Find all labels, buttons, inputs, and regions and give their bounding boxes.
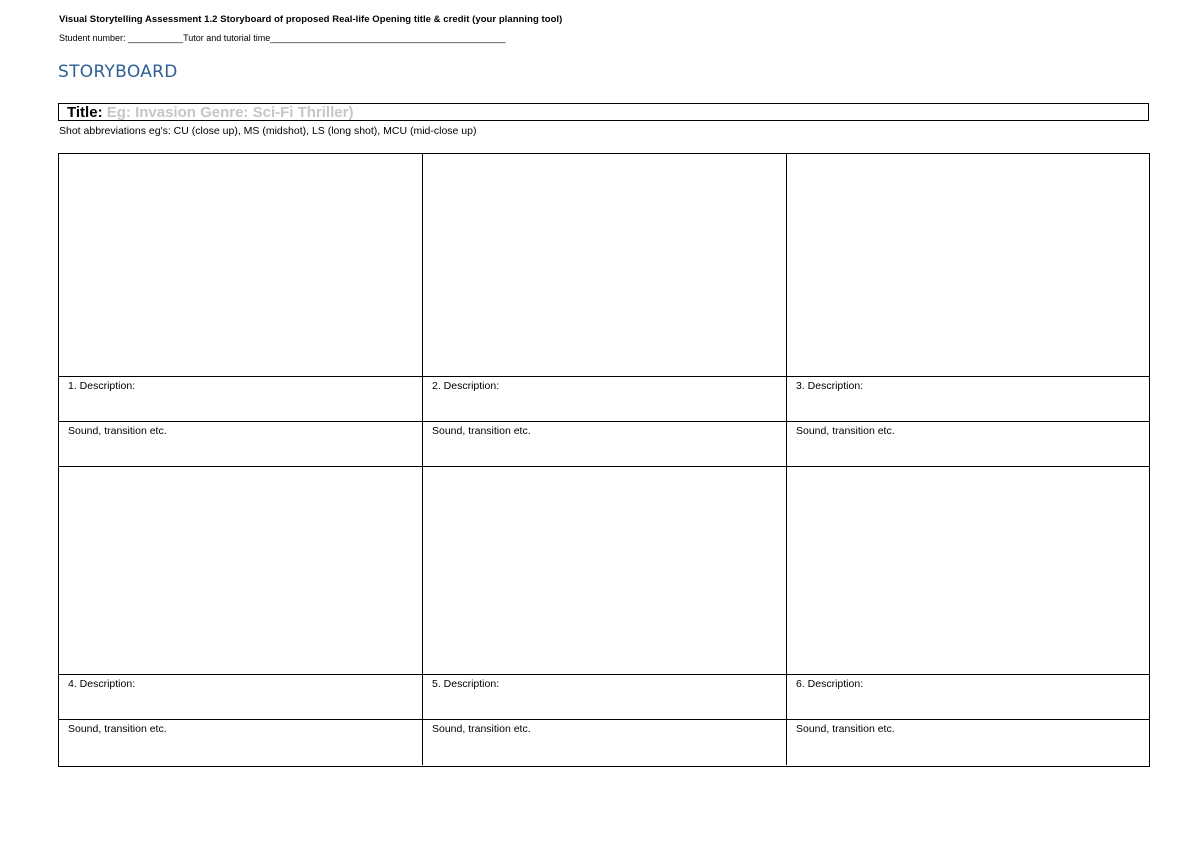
frame-3-sound-label: Sound, transition etc. xyxy=(796,425,895,437)
frame-2-image-area[interactable] xyxy=(423,154,787,377)
frame-4-sound-cell[interactable] xyxy=(59,720,423,765)
frame-1-sound-label: Sound, transition etc. xyxy=(68,425,167,437)
frame-3-description-cell[interactable] xyxy=(787,377,1149,422)
title-field[interactable] xyxy=(58,103,1149,121)
frame-5-image-area[interactable] xyxy=(423,467,787,675)
document-header-title: Visual Storytelling Assessment 1.2 Storyboard of proposed Real-life Opening title & credit xyxy=(59,14,470,25)
frame-2-description-label: 2. Description: xyxy=(432,380,500,392)
document-header-note: (your planning tool) xyxy=(469,14,563,25)
title-placeholder: Eg: Invasion Genre: Sci-Fi Thriller) xyxy=(106,104,354,121)
frame-5-sound-cell[interactable] xyxy=(423,720,787,765)
frame-1-sound-cell[interactable] xyxy=(59,422,423,467)
frame-5-description-cell[interactable] xyxy=(423,675,787,720)
frame-6-description-label: 6. Description: xyxy=(796,678,864,690)
frame-4-image-area[interactable] xyxy=(59,467,423,675)
frame-1-description-label: 1. Description: xyxy=(68,380,136,392)
frame-3-sound-cell[interactable] xyxy=(787,422,1149,467)
frame-6-description-cell[interactable] xyxy=(787,675,1149,720)
frame-2-sound-cell[interactable] xyxy=(423,422,787,467)
document-header xyxy=(59,14,562,25)
student-info-line: Student number: ___________Tutor and tutorial time_______________________________________________ xyxy=(59,33,506,43)
frame-4-sound-label: Sound, transition etc. xyxy=(68,723,167,735)
frame-2-description-cell[interactable] xyxy=(423,377,787,422)
page-heading: STORYBOARD xyxy=(58,62,178,82)
frame-5-sound-label: Sound, transition etc. xyxy=(432,723,531,735)
frame-1-image-area[interactable] xyxy=(59,154,423,377)
frame-6-image-area[interactable] xyxy=(787,467,1149,675)
frame-3-description-label: 3. Description: xyxy=(796,380,864,392)
frame-4-description-cell[interactable] xyxy=(59,675,423,720)
frame-4-description-label: 4. Description: xyxy=(68,678,136,690)
frame-5-description-label: 5. Description: xyxy=(432,678,500,690)
frame-1-description-cell[interactable] xyxy=(59,377,423,422)
title-label: Title: xyxy=(67,104,103,121)
frame-3-image-area[interactable] xyxy=(787,154,1149,377)
frame-2-sound-label: Sound, transition etc. xyxy=(432,425,531,437)
frame-6-sound-cell[interactable] xyxy=(787,720,1149,765)
frame-6-sound-label: Sound, transition etc. xyxy=(796,723,895,735)
storyboard-grid xyxy=(58,153,1150,767)
shot-abbreviations-note: Shot abbreviations eg's: CU (close up), MS (midshot), LS (long shot), MCU (mid-close up) xyxy=(59,125,477,137)
